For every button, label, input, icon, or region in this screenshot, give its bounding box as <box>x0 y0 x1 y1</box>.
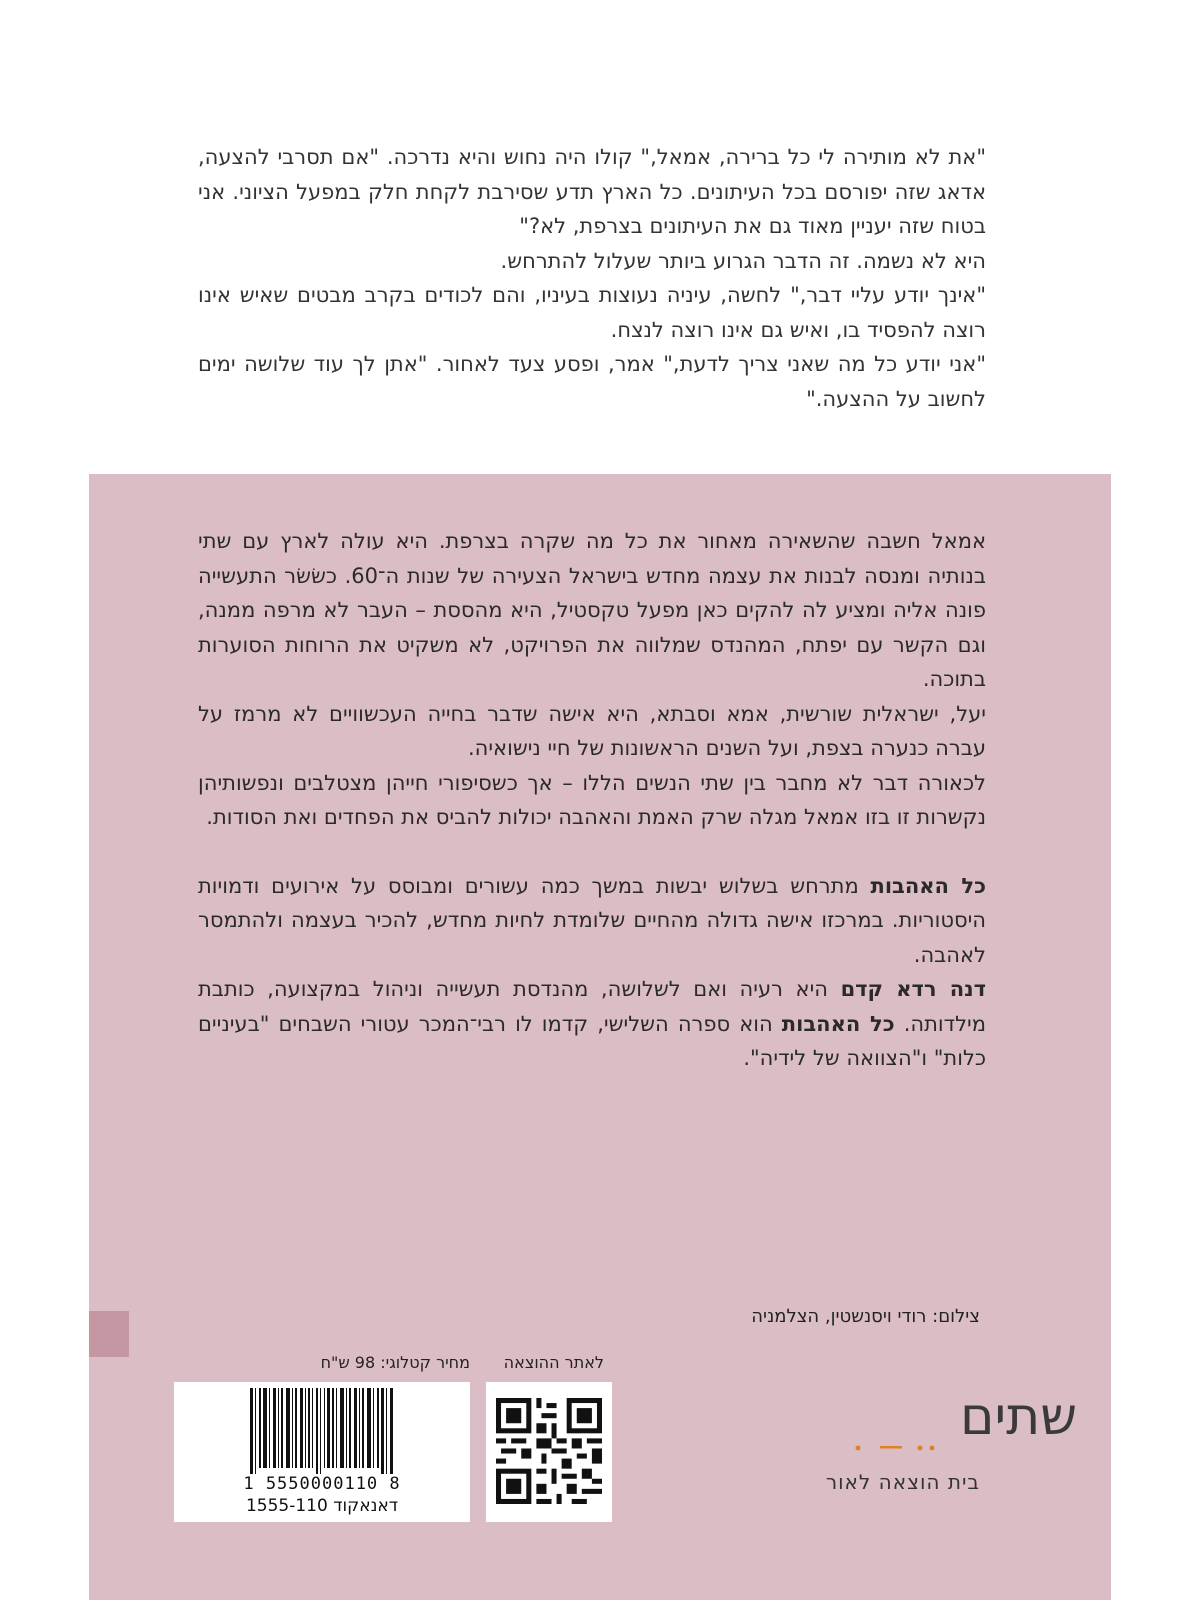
publisher-logo-text: שתים <box>960 1387 1078 1447</box>
logo-dot <box>918 1446 923 1451</box>
danacode-label: דאנאקוד 1555-110 <box>245 1496 399 1516</box>
blurb-text: הוא ספרה השלישי, קדמו לו רבי־המכר עטורי השבחים "בעיניים כלות" ו"הצוואה של לידיה". <box>198 1011 986 1070</box>
qr-code[interactable] <box>486 1382 612 1522</box>
author-name-bold: דנה רדא קדם <box>840 977 986 1001</box>
book-title-bold: כל האהבות <box>870 873 986 898</box>
excerpt-paragraph: "אני יודע כל מה שאני צריך לדעת," אמר, ופסע צעד לאחור. "אתן לך עוד שלושה ימים לחשוב על ההצעה." <box>198 352 986 411</box>
logo-dash <box>880 1446 902 1449</box>
barcode <box>174 1382 470 1522</box>
excerpt-paragraph: "את לא מותירה לי כל ברירה, אמאל," קולו היה נחוש והיא נדרכה. "אם תסרבי להצעה, אדאג שזה יפורסם בכל העיתונים. כל הארץ תדע שסירבת לקחת חלק במפעל הציוני. אני בטוח שזה יעניין מאוד גם את העיתונים בצרפת, לא?" <box>198 145 986 238</box>
blurb-paragraph: לכאורה דבר לא מחבר בין שתי הנשים הללו – אך כשסיפורי חייהן מצטלבים ונפשותיהן נקשרות זו בזו אמאל מגלה שרק האמת והאהבה יכולות להביס את הפחדים ואת הסודות. <box>198 770 986 829</box>
blurb-text: מתרחש בשלוש יבשות במשך כמה עשורים ומבוסס על אירועים ודמויות היסטוריות. במרכזו אישה גדולה מהחיים שלומדת לחיות מחדש, להכיר בעצמה ולהתמסר לאהבה. <box>198 873 986 967</box>
book-title-bold: כל האהבות <box>781 1011 895 1036</box>
logo-dot <box>856 1446 861 1451</box>
photo-credit: צילום: רודי ויסנשטין, הצלמניה <box>751 1306 980 1327</box>
publisher-tagline: בית הוצאה לאור <box>825 1470 980 1494</box>
author-bio <box>198 972 986 1076</box>
book-blurb <box>198 524 986 1076</box>
excerpt-paragraph: היא לא נשמה. זה הדבר הגרוע ביותר שעלול להתרחש. <box>500 248 986 273</box>
logo-dot <box>930 1446 935 1451</box>
side-color-tab <box>89 1311 129 1357</box>
qr-label: לאתר ההוצאה <box>503 1353 604 1372</box>
price-label: מחיר קטלוגי: 98 ש"ח <box>320 1353 470 1372</box>
excerpt-paragraph: "אינך יודע עליי דבר," לחשה, עיניה נעוצות בעיניו, והם לכודים בקרב מבטים שאיש אינו רוצה להפסיד בו, ואיש גם אינו רוצה לנצח. <box>198 283 986 342</box>
blurb-paragraph: אמאל חשבה שהשאירה מאחור את כל מה שקרה בצרפת. היא עולה לארץ עם שתי בנותיה ומנסה לבנות את עצמה מחדש בישראל הצעירה של שנות ה־60. כשׂשׂר התעשייה פונה אליה ומציע לה להקים כאן מפעל טקסטיל, היא מהססת – העבר לא מרפה ממנה, וגם הקשר עם יפתח, המהנדס שמלווה את הפרויקט, לא משקיט את הרוחות הסוערות בתוכה. <box>198 529 986 691</box>
blurb-paragraph <box>198 869 986 973</box>
barcode-number: 1 5550000110 8 <box>243 1474 401 1494</box>
blurb-text: היא רעיה ואם לשלושה, מהנדסת תעשייה וניהול במקצועה, כותבת מילדותה. <box>198 977 986 1036</box>
barcode-bars <box>250 1388 394 1474</box>
publisher-logo <box>820 1376 1078 1456</box>
excerpt-text <box>198 140 986 416</box>
publisher-logo-mark <box>820 1376 1078 1456</box>
qr-icon <box>496 1398 602 1504</box>
blurb-paragraph: יעל, ישראלית שורשית, אמא וסבתא, היא אישה שדבר בחייה העכשוויים לא מרמז על עברה כנערה בצפת, ועל השנים הראשונות של חיי נישואיה. <box>198 701 986 760</box>
